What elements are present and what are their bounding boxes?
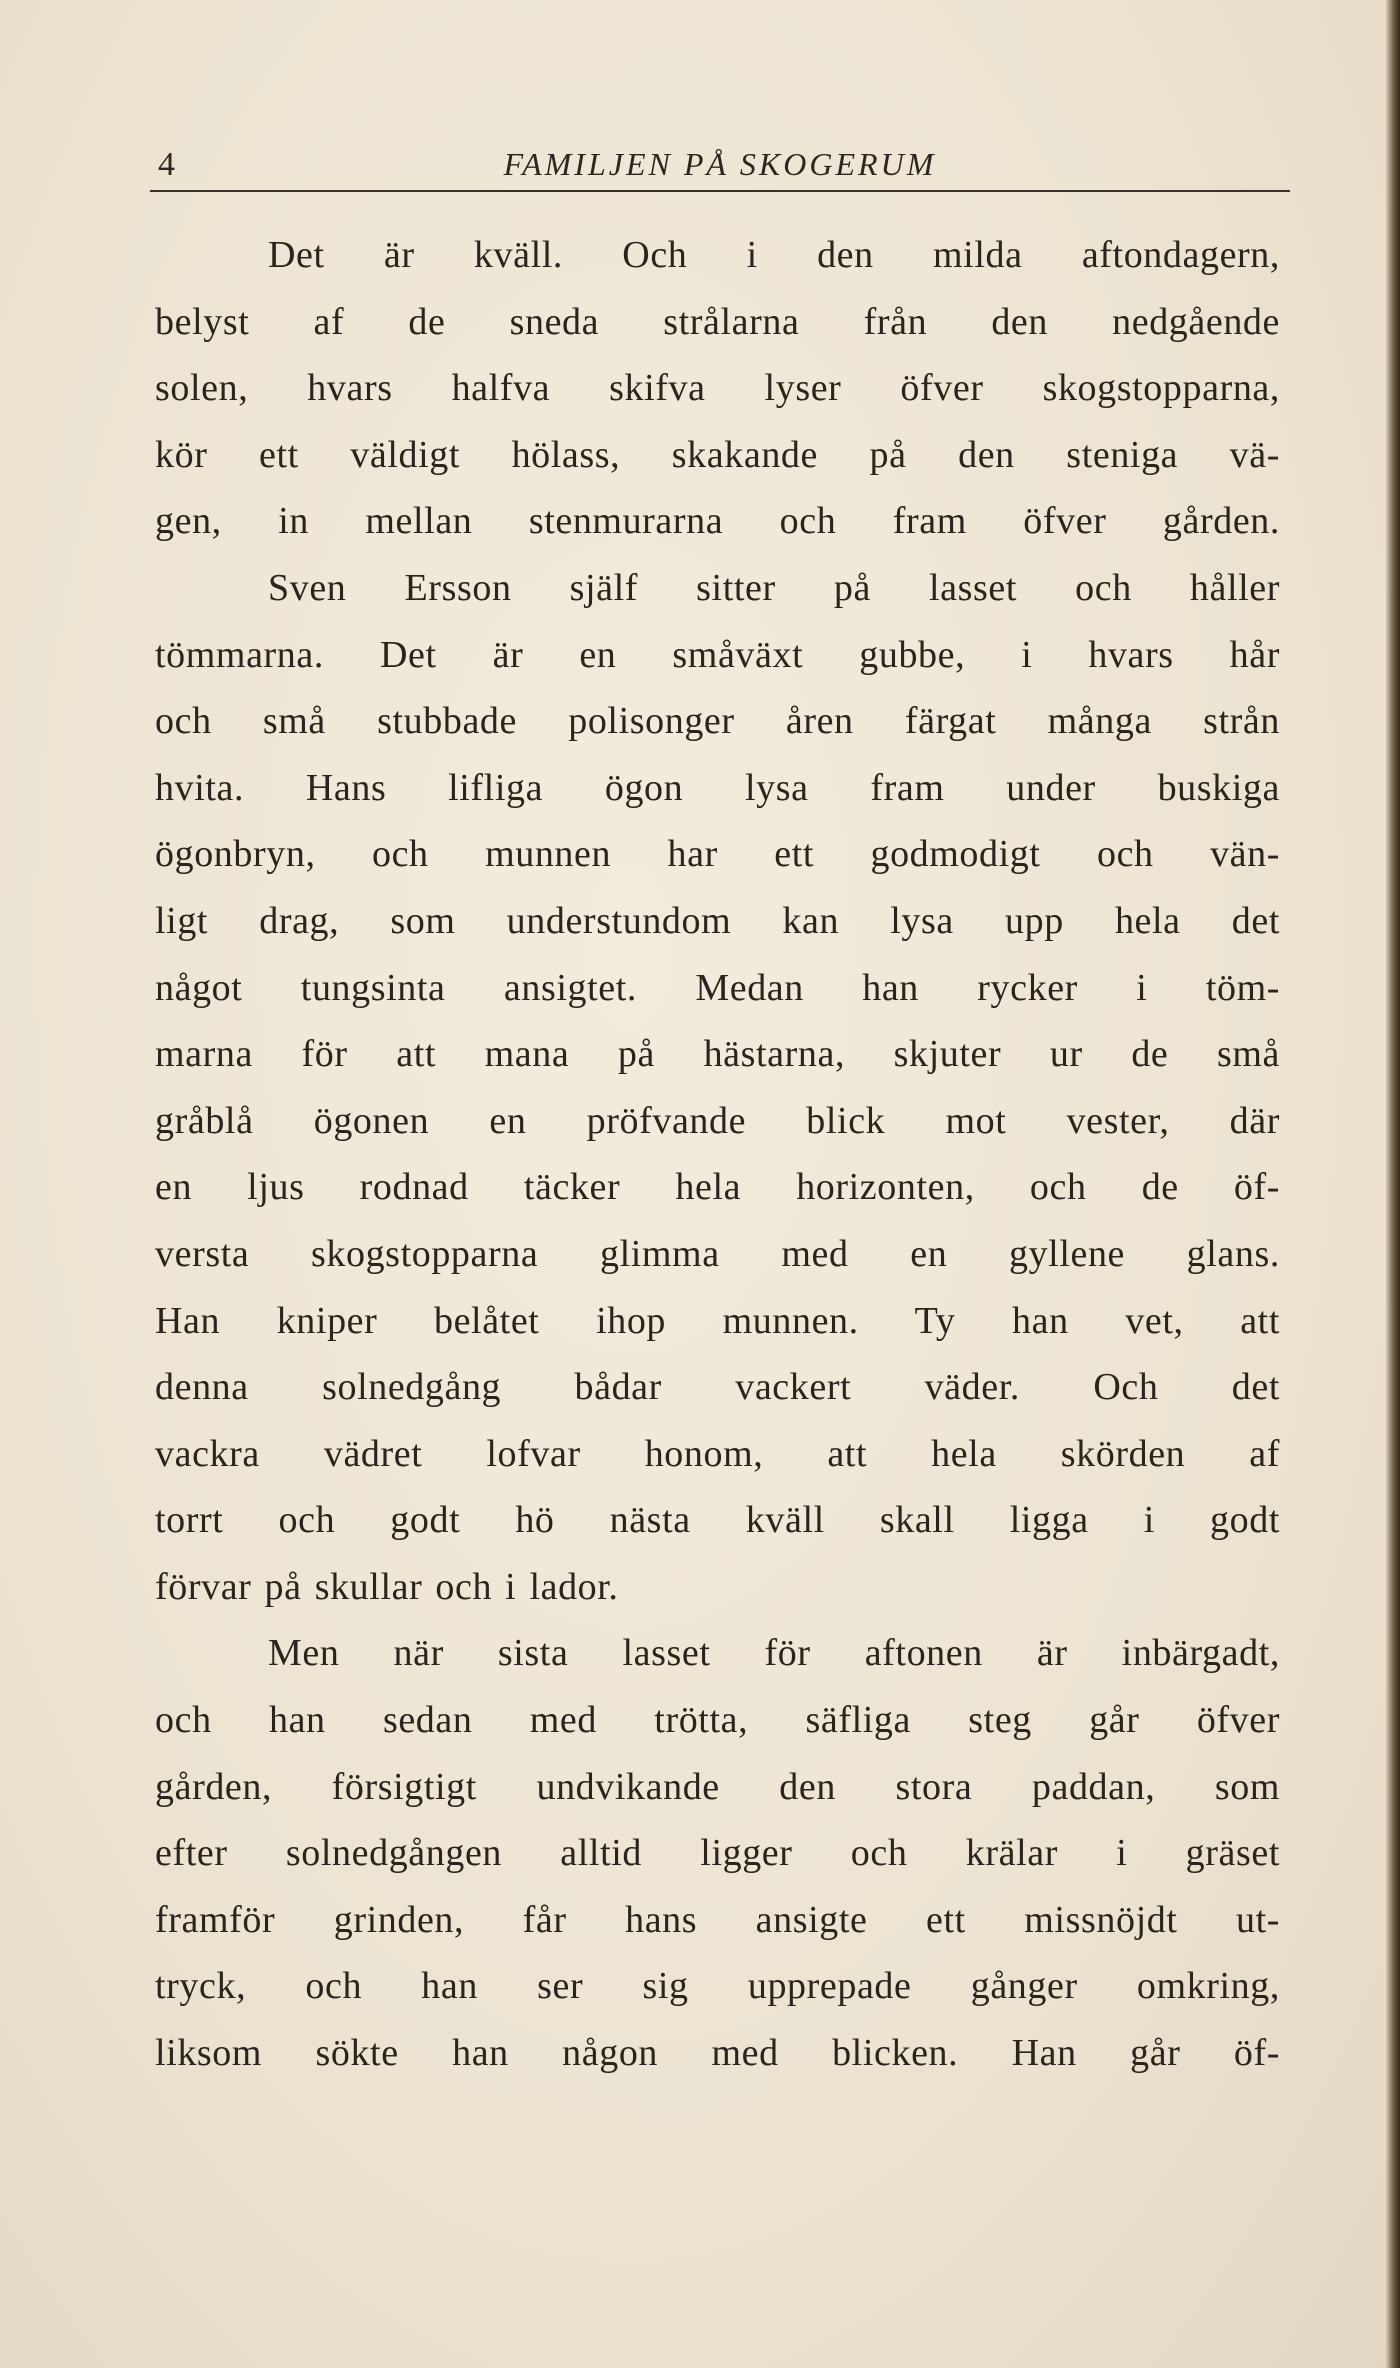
text-line: framför grinden, får hans ansigte ett missnöjdt ut- (155, 1898, 1280, 1941)
text-line: tömmarna. Det är en småväxt gubbe, i hvars hår (155, 633, 1280, 676)
text-line: ligt drag, som understundom kan lysa upp hela det (155, 899, 1280, 942)
text-line: versta skogstopparna glimma med en gyllene glans. (155, 1232, 1280, 1275)
text-line: kör ett väldigt hölass, skakande på den steniga vä- (155, 433, 1280, 476)
text-line: tryck, och han ser sig upprepade gånger omkring, (155, 1965, 1280, 2008)
text-line: vackra vädret lofvar honom, att hela skörden af (155, 1432, 1280, 1475)
text-line: en ljus rodnad täcker hela horizonten, och de öf- (155, 1166, 1280, 1209)
text-line: förvar på skullar och i lador. (155, 1565, 619, 1608)
running-head (150, 140, 1290, 192)
page-spine-edge (1386, 0, 1400, 2368)
text-line: Sven Ersson själf sitter på lasset och håller (268, 566, 1280, 609)
text-line: gen, in mellan stenmurarna och fram öfver gården. (155, 500, 1280, 543)
text-line: gården, försigtigt undvikande den stora paddan, som (155, 1765, 1280, 1808)
text-line: marna för att mana på hästarna, skjuter ur de små (155, 1033, 1280, 1076)
text-line: torrt och godt hö nästa kväll skall ligga i godt (155, 1499, 1280, 1542)
text-line: något tungsinta ansigtet. Medan han rycker i töm- (155, 966, 1280, 1009)
text-line: efter solnedgången alltid ligger och krälar i gräset (155, 1832, 1280, 1875)
text-line: ögonbryn, och munnen har ett godmodigt och vän- (155, 833, 1280, 876)
text-line: och små stubbade polisonger åren färgat många strån (155, 700, 1280, 743)
text-line: solen, hvars halfva skifva lyser öfver skogstopparna, (155, 367, 1280, 410)
text-line: denna solnedgång bådar vackert väder. Och det (155, 1366, 1280, 1409)
text-line: Men när sista lasset för aftonen är inbärgadt, (268, 1632, 1280, 1675)
text-line: belyst af de sneda strålarna från den nedgående (155, 300, 1280, 343)
page-number: 4 (158, 146, 175, 183)
text-line: gråblå ögonen en pröfvande blick mot vester, där (155, 1099, 1280, 1142)
body-text (155, 222, 1280, 2087)
text-line: liksom sökte han någon med blicken. Han går öf- (155, 2032, 1280, 2075)
running-title: FAMILJEN PÅ SKOGERUM (503, 146, 937, 182)
text-line: och han sedan med trötta, säfliga steg går öfver (155, 1699, 1280, 1742)
text-line: Han kniper belåtet ihop munnen. Ty han vet, att (155, 1299, 1280, 1342)
text-line: hvita. Hans lifliga ögon lysa fram under buskiga (155, 766, 1280, 809)
text-line: Det är kväll. Och i den milda aftondagern, (268, 234, 1280, 276)
